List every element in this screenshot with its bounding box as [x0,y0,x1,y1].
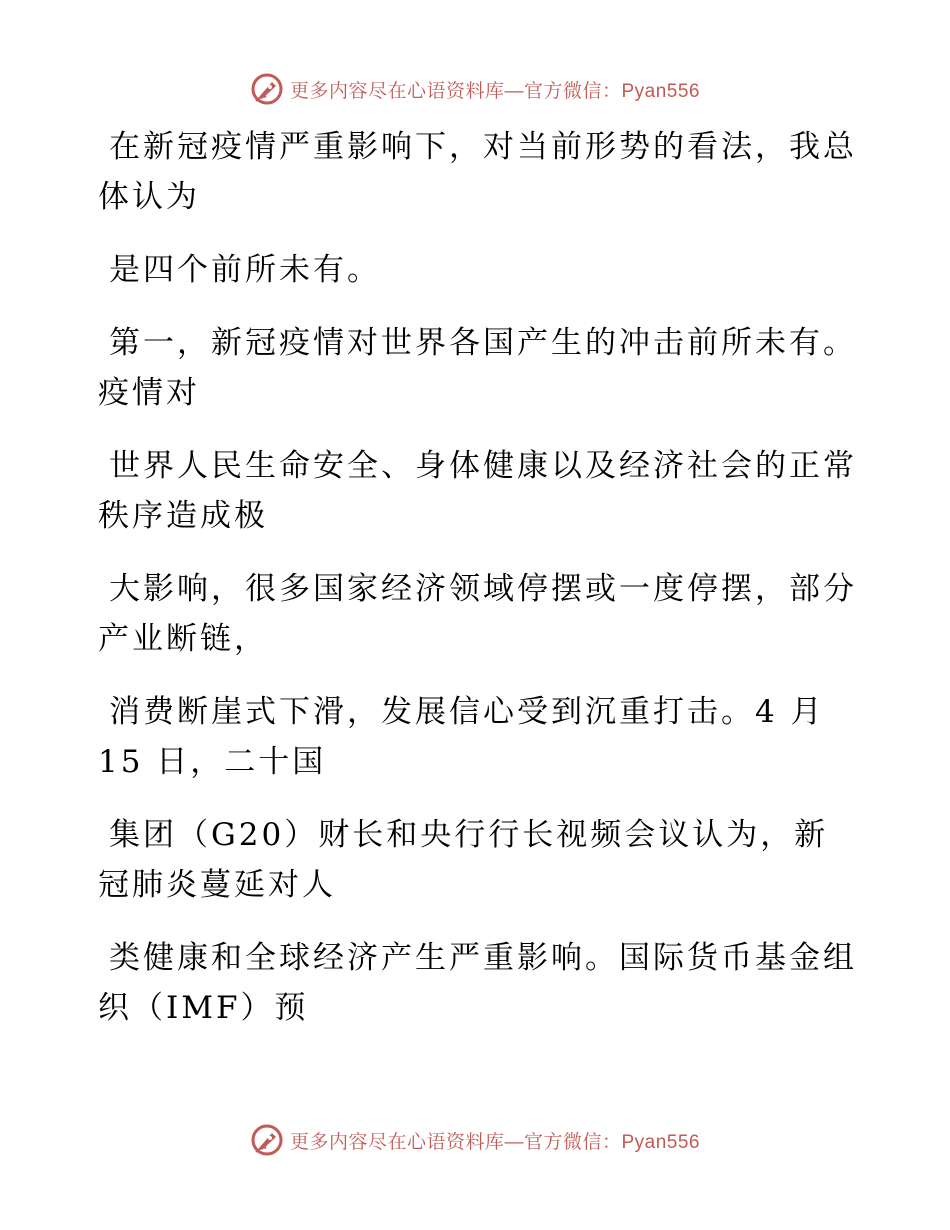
paragraph: 消费断崖式下滑，发展信心受到沉重打击。4 月 15 日，二十国 [98,694,825,780]
paragraph: 世界人民生命安全、身体健康以及经济社会的正常秩序造成极 [98,448,857,534]
paragraph: 在新冠疫情严重影响下，对当前形势的看法，我总体认为 [98,129,857,215]
watermark-text: 更多内容尽在心语资料库—官方微信：Pyan556 [289,1131,700,1153]
paragraph: 集团（G20）财长和央行行长视频会议认为，新冠肺炎蔓延对人 [98,817,829,903]
pen-nib-logo-icon [250,1123,284,1157]
footer-watermark [0,1123,950,1157]
paragraph: 第一，新冠疫情对世界各国产生的冲击前所未有。疫情对 [98,325,857,411]
document-body [98,122,858,1056]
watermark-text: 更多内容尽在心语资料库—官方微信：Pyan556 [289,80,700,102]
pen-nib-logo-icon [250,72,284,106]
paragraph: 类健康和全球经济产生严重影响。国际货币基金组织（IMF）预 [98,940,857,1026]
paragraph: 是四个前所未有。 [109,252,381,288]
header-watermark [0,72,950,106]
paragraph: 大影响，很多国家经济领域停摆或一度停摆，部分产业断链， [98,571,857,657]
